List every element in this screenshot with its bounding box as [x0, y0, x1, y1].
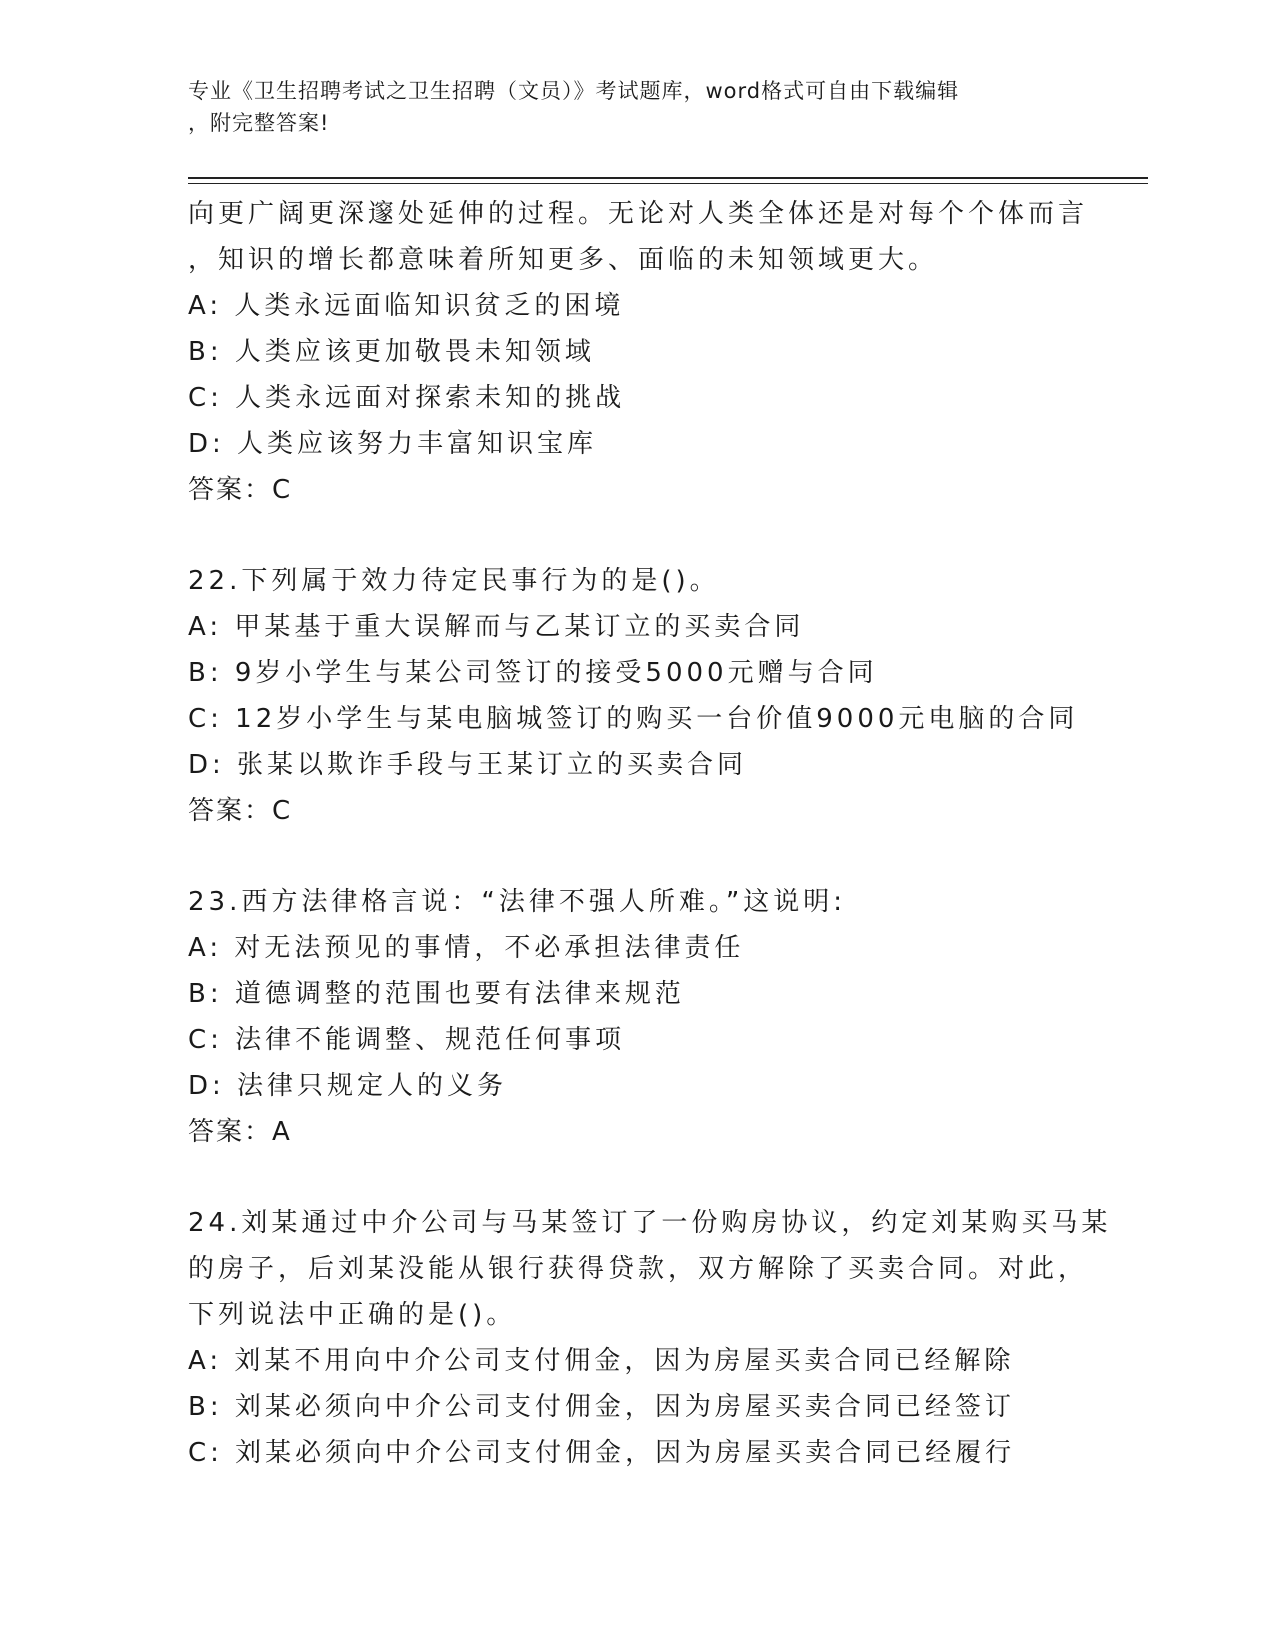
question-23-option-d: D: 法律只规定人的义务 — [188, 1071, 508, 1101]
question-21-option-a: A: 人类永远面临知识贫乏的困境 — [188, 291, 625, 321]
question-21-option-d: D: 人类应该努力丰富知识宝库 — [188, 429, 598, 459]
question-22-option-c: C: 12岁小学生与某电脑城签订的购买一台价值9000元电脑的合同 — [188, 704, 1079, 734]
header-line-1: 专业《卫生招聘考试之卫生招聘（文员）》考试题库，word格式可自由下载编辑 — [188, 79, 960, 103]
question-24-option-c: C: 刘某必须向中介公司支付佣金，因为房屋买卖合同已经履行 — [188, 1438, 1016, 1468]
question-23 — [188, 879, 1088, 1155]
header-divider — [188, 177, 1148, 184]
page-header — [188, 75, 1068, 139]
question-23-option-b: B: 道德调整的范围也要有法律来规范 — [188, 979, 685, 1009]
question-23-answer: 答案：A — [188, 1117, 292, 1147]
question-21-option-c: C: 人类永远面对探索未知的挑战 — [188, 383, 626, 413]
question-21 — [188, 191, 1088, 513]
header-line-2: ，附完整答案! — [188, 111, 330, 135]
spacer — [188, 513, 1088, 558]
question-24-stem-3: 下列说法中正确的是()。 — [188, 1300, 517, 1330]
question-21-answer: 答案：C — [188, 475, 293, 505]
question-23-option-a: A: 对无法预见的事情，不必承担法律责任 — [188, 933, 745, 963]
question-24 — [188, 1200, 1112, 1476]
question-22-option-a: A: 甲某基于重大误解而与乙某订立的买卖合同 — [188, 612, 805, 642]
question-23-option-c: C: 法律不能调整、规范任何事项 — [188, 1025, 626, 1055]
document-body — [188, 191, 1112, 1476]
question-24-option-a: A: 刘某不用向中介公司支付佣金，因为房屋买卖合同已经解除 — [188, 1346, 1015, 1376]
question-21-option-b: B: 人类应该更加敬畏未知领域 — [188, 337, 595, 367]
question-22 — [188, 558, 1088, 834]
question-24-option-b: B: 刘某必须向中介公司支付佣金，因为房屋买卖合同已经签订 — [188, 1392, 1015, 1422]
spacer — [188, 834, 1088, 879]
question-24-stem-1: 24.刘某通过中介公司与马某签订了一份购房协议，约定刘某购买马某 — [188, 1208, 1112, 1238]
question-24-stem-2: 的房子，后刘某没能从银行获得贷款，双方解除了买卖合同。对此， — [188, 1254, 1089, 1284]
question-21-continued-2: ，知识的增长都意味着所知更多、面临的未知领域更大。 — [188, 245, 939, 275]
question-22-option-d: D: 张某以欺诈手段与王某订立的买卖合同 — [188, 750, 748, 780]
question-22-stem: 22.下列属于效力待定民事行为的是()。 — [188, 566, 720, 596]
spacer — [188, 1155, 1088, 1200]
question-21-continued-1: 向更广阔更深邃处延伸的过程。无论对人类全体还是对每个个体而言 — [188, 199, 1089, 229]
question-22-answer: 答案：C — [188, 796, 293, 826]
question-23-stem: 23.西方法律格言说：“法律不强人所难。”这说明: — [188, 887, 847, 917]
question-22-option-b: B: 9岁小学生与某公司签订的接受5000元赠与合同 — [188, 658, 878, 688]
